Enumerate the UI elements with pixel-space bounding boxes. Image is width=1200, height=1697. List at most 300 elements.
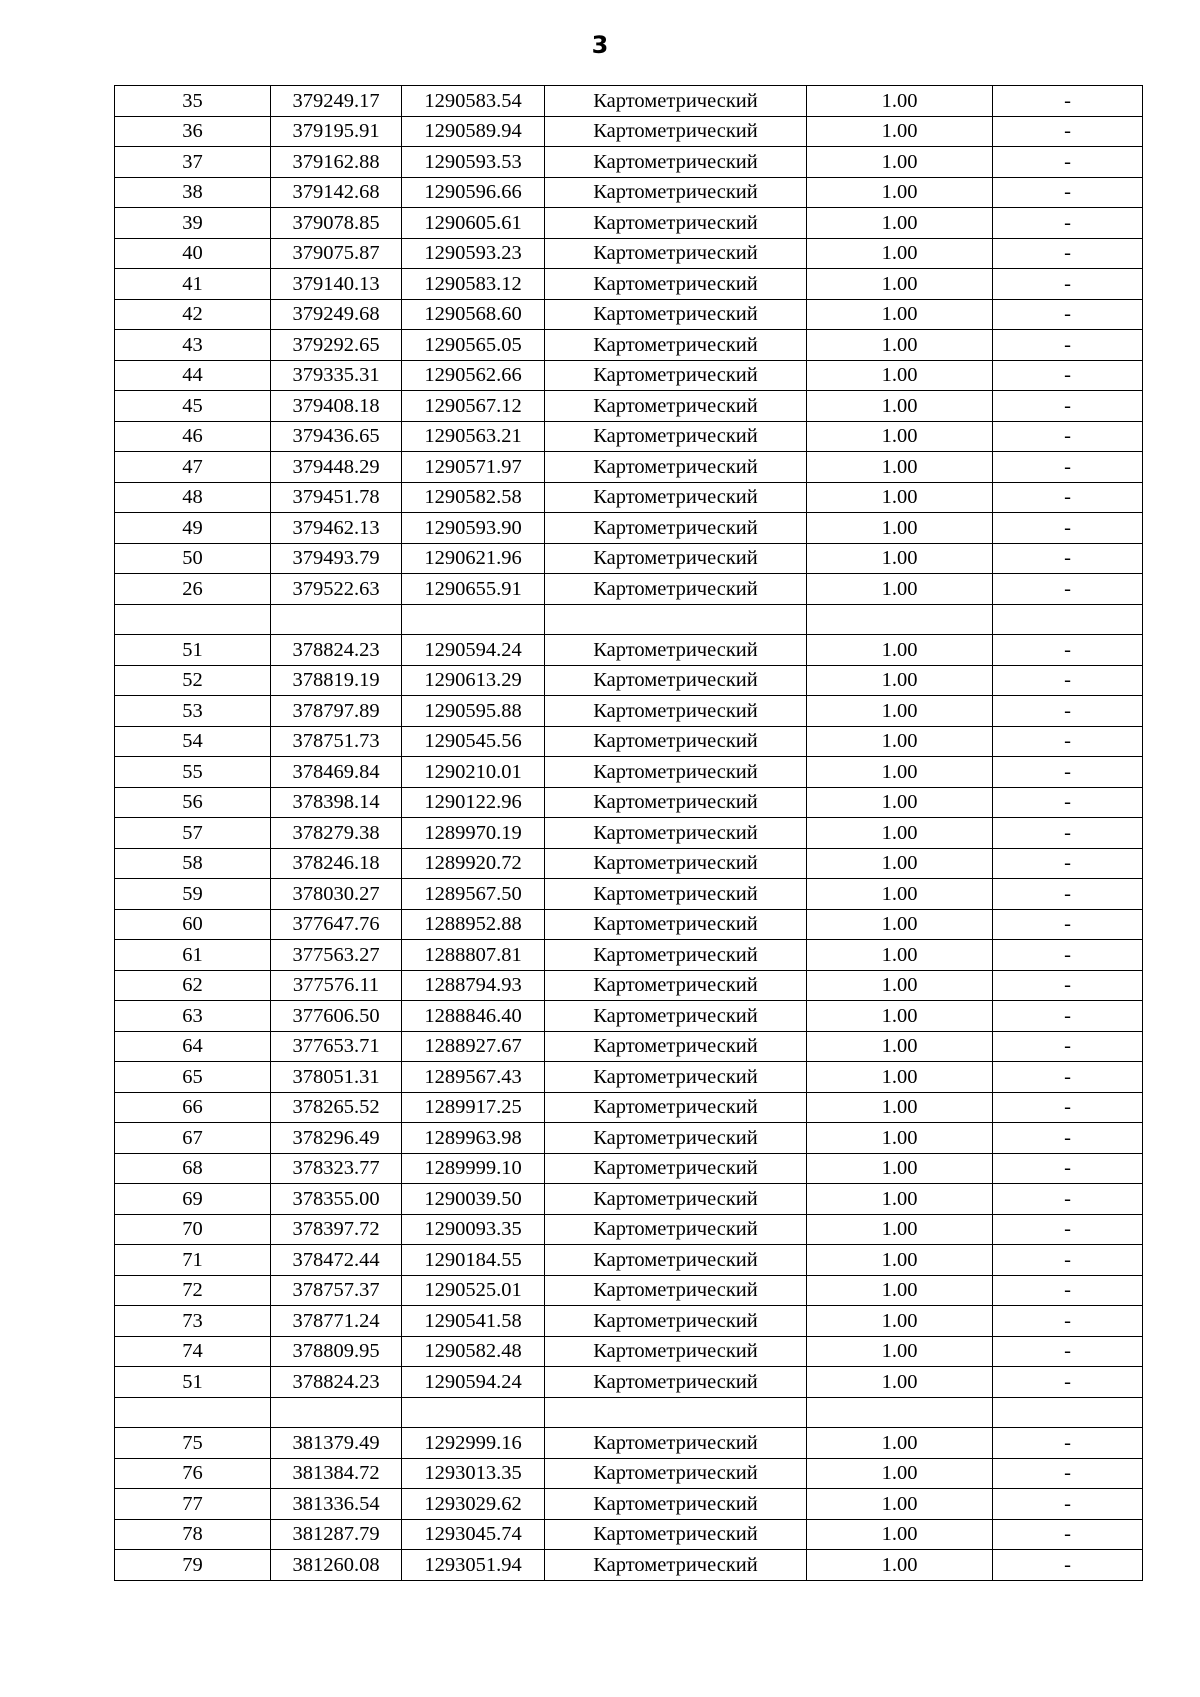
method-cell: Картометрический [545,1062,807,1093]
accuracy-cell: 1.00 [807,1428,993,1459]
y-coordinate-cell: 1289567.50 [402,879,545,910]
note-cell [993,604,1143,635]
method-cell: Картометрический [545,1214,807,1245]
method-cell: Картометрический [545,726,807,757]
note-cell: - [993,1275,1143,1306]
accuracy-cell: 1.00 [807,1153,993,1184]
y-coordinate-cell: 1289567.43 [402,1062,545,1093]
note-cell: - [993,86,1143,117]
point-number-cell: 43 [115,330,271,361]
x-coordinate-cell: 379249.68 [271,299,402,330]
method-cell: Картометрический [545,1001,807,1032]
note-cell: - [993,1184,1143,1215]
method-cell: Картометрический [545,1153,807,1184]
point-number-cell: 52 [115,665,271,696]
note-cell: - [993,208,1143,239]
accuracy-cell: 1.00 [807,818,993,849]
accuracy-cell: 1.00 [807,1519,993,1550]
table-row [115,574,1143,605]
table-row [115,452,1143,483]
page-number: 3 [591,31,609,59]
note-cell: - [993,879,1143,910]
note-cell: - [993,1428,1143,1459]
method-cell: Картометрический [545,1123,807,1154]
note-cell: - [993,1245,1143,1276]
y-coordinate-cell: 1288927.67 [402,1031,545,1062]
x-coordinate-cell: 377653.71 [271,1031,402,1062]
coordinates-table-body [115,86,1143,1581]
x-coordinate-cell: 379195.91 [271,116,402,147]
point-number-cell: 70 [115,1214,271,1245]
table-row [115,1123,1143,1154]
method-cell: Картометрический [545,421,807,452]
x-coordinate-cell: 378296.49 [271,1123,402,1154]
point-number-cell: 53 [115,696,271,727]
y-coordinate-cell: 1288794.93 [402,970,545,1001]
point-number-cell: 41 [115,269,271,300]
x-coordinate-cell: 379462.13 [271,513,402,544]
note-cell [993,1397,1143,1428]
y-coordinate-cell: 1290545.56 [402,726,545,757]
y-coordinate-cell: 1290562.66 [402,360,545,391]
y-coordinate-cell: 1290613.29 [402,665,545,696]
y-coordinate-cell: 1289920.72 [402,848,545,879]
y-coordinate-cell: 1288846.40 [402,1001,545,1032]
y-coordinate-cell: 1293013.35 [402,1458,545,1489]
x-coordinate-cell: 379493.79 [271,543,402,574]
accuracy-cell: 1.00 [807,147,993,178]
accuracy-cell: 1.00 [807,1001,993,1032]
method-cell: Картометрический [545,1031,807,1062]
y-coordinate-cell: 1290567.12 [402,391,545,422]
x-coordinate-cell: 378398.14 [271,787,402,818]
point-number-cell: 58 [115,848,271,879]
table-row [115,696,1143,727]
point-number-cell [115,1397,271,1428]
accuracy-cell: 1.00 [807,1336,993,1367]
x-coordinate-cell: 377606.50 [271,1001,402,1032]
point-number-cell: 76 [115,1458,271,1489]
point-number-cell: 77 [115,1489,271,1520]
method-cell: Картометрический [545,482,807,513]
point-number-cell: 60 [115,909,271,940]
x-coordinate-cell: 379335.31 [271,360,402,391]
note-cell: - [993,726,1143,757]
table-row [115,86,1143,117]
y-coordinate-cell: 1289917.25 [402,1092,545,1123]
table-row [115,1489,1143,1520]
method-cell: Картометрический [545,1367,807,1398]
accuracy-cell: 1.00 [807,1214,993,1245]
point-number-cell: 75 [115,1428,271,1459]
accuracy-cell: 1.00 [807,726,993,757]
y-coordinate-cell [402,604,545,635]
y-coordinate-cell: 1290596.66 [402,177,545,208]
x-coordinate-cell: 381379.49 [271,1428,402,1459]
method-cell: Картометрический [545,1519,807,1550]
accuracy-cell [807,604,993,635]
method-cell: Картометрический [545,818,807,849]
method-cell: Картометрический [545,1306,807,1337]
method-cell: Картометрический [545,543,807,574]
y-coordinate-cell: 1288807.81 [402,940,545,971]
y-coordinate-cell: 1290605.61 [402,208,545,239]
note-cell: - [993,940,1143,971]
method-cell: Картометрический [545,848,807,879]
x-coordinate-cell: 379436.65 [271,421,402,452]
method-cell: Картометрический [545,391,807,422]
point-number-cell: 69 [115,1184,271,1215]
table-row [115,787,1143,818]
table-row [115,665,1143,696]
y-coordinate-cell: 1290541.58 [402,1306,545,1337]
point-number-cell: 57 [115,818,271,849]
accuracy-cell: 1.00 [807,757,993,788]
accuracy-cell: 1.00 [807,330,993,361]
table-row [115,1001,1143,1032]
method-cell: Картометрический [545,269,807,300]
method-cell: Картометрический [545,1245,807,1276]
note-cell: - [993,269,1143,300]
note-cell: - [993,147,1143,178]
method-cell: Картометрический [545,940,807,971]
point-number-cell: 66 [115,1092,271,1123]
point-number-cell: 42 [115,299,271,330]
y-coordinate-cell: 1293029.62 [402,1489,545,1520]
table-row [115,940,1143,971]
note-cell: - [993,787,1143,818]
y-coordinate-cell: 1290568.60 [402,299,545,330]
point-number-cell: 72 [115,1275,271,1306]
y-coordinate-cell: 1290621.96 [402,543,545,574]
y-coordinate-cell: 1288952.88 [402,909,545,940]
method-cell: Картометрический [545,1275,807,1306]
note-cell: - [993,1062,1143,1093]
point-number-cell: 61 [115,940,271,971]
table-row [115,147,1143,178]
accuracy-cell: 1.00 [807,421,993,452]
y-coordinate-cell: 1290582.48 [402,1336,545,1367]
x-coordinate-cell: 378051.31 [271,1062,402,1093]
note-cell: - [993,757,1143,788]
table-row [115,1092,1143,1123]
y-coordinate-cell: 1289970.19 [402,818,545,849]
accuracy-cell [807,1397,993,1428]
point-number-cell: 45 [115,391,271,422]
table-row [115,299,1143,330]
x-coordinate-cell: 379522.63 [271,574,402,605]
y-coordinate-cell: 1292999.16 [402,1428,545,1459]
point-number-cell: 37 [115,147,271,178]
point-number-cell: 49 [115,513,271,544]
note-cell: - [993,635,1143,666]
point-number-cell: 35 [115,86,271,117]
point-number-cell: 44 [115,360,271,391]
point-number-cell: 51 [115,635,271,666]
accuracy-cell: 1.00 [807,177,993,208]
method-cell: Картометрический [545,238,807,269]
note-cell: - [993,1306,1143,1337]
table-row [115,635,1143,666]
table-row [115,1367,1143,1398]
y-coordinate-cell: 1290122.96 [402,787,545,818]
point-number-cell: 39 [115,208,271,239]
x-coordinate-cell: 379078.85 [271,208,402,239]
x-coordinate-cell: 379408.18 [271,391,402,422]
table-row [115,1458,1143,1489]
method-cell: Картометрический [545,360,807,391]
accuracy-cell: 1.00 [807,513,993,544]
y-coordinate-cell: 1290565.05 [402,330,545,361]
note-cell: - [993,1550,1143,1581]
note-cell: - [993,1123,1143,1154]
method-cell: Картометрический [545,1458,807,1489]
accuracy-cell: 1.00 [807,1184,993,1215]
point-number-cell: 56 [115,787,271,818]
method-cell: Картометрический [545,696,807,727]
note-cell: - [993,1367,1143,1398]
note-cell: - [993,1031,1143,1062]
method-cell [545,604,807,635]
table-row [115,757,1143,788]
x-coordinate-cell: 381287.79 [271,1519,402,1550]
table-row [115,1184,1143,1215]
table-row [115,1550,1143,1581]
note-cell: - [993,543,1143,574]
note-cell: - [993,1489,1143,1520]
accuracy-cell: 1.00 [807,360,993,391]
x-coordinate-cell: 378246.18 [271,848,402,879]
table-row [115,360,1143,391]
accuracy-cell: 1.00 [807,696,993,727]
method-cell: Картометрический [545,757,807,788]
table-row [115,726,1143,757]
point-number-cell: 78 [115,1519,271,1550]
method-cell: Картометрический [545,177,807,208]
point-number-cell: 38 [115,177,271,208]
table-row [115,1245,1143,1276]
table-row [115,513,1143,544]
method-cell: Картометрический [545,879,807,910]
method-cell: Картометрический [545,116,807,147]
method-cell: Картометрический [545,513,807,544]
table-row [115,421,1143,452]
x-coordinate-cell: 378771.24 [271,1306,402,1337]
table-row [115,543,1143,574]
note-cell: - [993,177,1143,208]
accuracy-cell: 1.00 [807,238,993,269]
point-number-cell: 67 [115,1123,271,1154]
y-coordinate-cell: 1290595.88 [402,696,545,727]
x-coordinate-cell: 378757.37 [271,1275,402,1306]
y-coordinate-cell [402,1397,545,1428]
table-row [115,177,1143,208]
y-coordinate-cell: 1290210.01 [402,757,545,788]
method-cell: Картометрический [545,208,807,239]
accuracy-cell: 1.00 [807,269,993,300]
method-cell: Картометрический [545,147,807,178]
note-cell: - [993,1214,1143,1245]
x-coordinate-cell: 379249.17 [271,86,402,117]
x-coordinate-cell: 377563.27 [271,940,402,971]
accuracy-cell: 1.00 [807,879,993,910]
x-coordinate-cell: 378797.89 [271,696,402,727]
table-row [115,208,1143,239]
table-row [115,330,1143,361]
point-number-cell: 68 [115,1153,271,1184]
note-cell: - [993,574,1143,605]
method-cell: Картометрический [545,635,807,666]
note-cell: - [993,513,1143,544]
x-coordinate-cell: 378030.27 [271,879,402,910]
y-coordinate-cell: 1290582.58 [402,482,545,513]
table-row [115,1428,1143,1459]
x-coordinate-cell: 378265.52 [271,1092,402,1123]
point-number-cell: 26 [115,574,271,605]
note-cell: - [993,970,1143,1001]
method-cell: Картометрический [545,1092,807,1123]
point-number-cell: 54 [115,726,271,757]
point-number-cell: 59 [115,879,271,910]
table-row [115,604,1143,635]
x-coordinate-cell: 378751.73 [271,726,402,757]
y-coordinate-cell: 1290039.50 [402,1184,545,1215]
point-number-cell: 63 [115,1001,271,1032]
point-number-cell: 73 [115,1306,271,1337]
table-row [115,1519,1143,1550]
y-coordinate-cell: 1290593.90 [402,513,545,544]
accuracy-cell: 1.00 [807,1275,993,1306]
y-coordinate-cell: 1290583.54 [402,86,545,117]
x-coordinate-cell: 378323.77 [271,1153,402,1184]
point-number-cell: 36 [115,116,271,147]
point-number-cell: 46 [115,421,271,452]
y-coordinate-cell: 1290093.35 [402,1214,545,1245]
table-row [115,1062,1143,1093]
note-cell: - [993,391,1143,422]
method-cell: Картометрический [545,1550,807,1581]
y-coordinate-cell: 1290525.01 [402,1275,545,1306]
note-cell: - [993,696,1143,727]
point-number-cell: 64 [115,1031,271,1062]
x-coordinate-cell: 378824.23 [271,635,402,666]
table-row [115,1336,1143,1367]
y-coordinate-cell: 1290593.23 [402,238,545,269]
table-row [115,1153,1143,1184]
table-row [115,391,1143,422]
x-coordinate-cell: 378472.44 [271,1245,402,1276]
table-row [115,1275,1143,1306]
table-row [115,269,1143,300]
y-coordinate-cell: 1293045.74 [402,1519,545,1550]
table-row [115,970,1143,1001]
accuracy-cell: 1.00 [807,848,993,879]
method-cell: Картометрический [545,330,807,361]
note-cell: - [993,1336,1143,1367]
note-cell: - [993,360,1143,391]
y-coordinate-cell: 1290583.12 [402,269,545,300]
x-coordinate-cell: 381260.08 [271,1550,402,1581]
point-number-cell: 65 [115,1062,271,1093]
y-coordinate-cell: 1290571.97 [402,452,545,483]
x-coordinate-cell: 378809.95 [271,1336,402,1367]
y-coordinate-cell: 1289963.98 [402,1123,545,1154]
x-coordinate-cell: 378819.19 [271,665,402,696]
point-number-cell: 48 [115,482,271,513]
table-row [115,909,1143,940]
x-coordinate-cell: 379448.29 [271,452,402,483]
x-coordinate-cell: 378279.38 [271,818,402,849]
accuracy-cell: 1.00 [807,299,993,330]
table-row [115,238,1143,269]
table-row [115,116,1143,147]
note-cell: - [993,1458,1143,1489]
table-row [115,1397,1143,1428]
y-coordinate-cell: 1290594.24 [402,1367,545,1398]
table-row [115,879,1143,910]
point-number-cell: 55 [115,757,271,788]
x-coordinate-cell: 381384.72 [271,1458,402,1489]
accuracy-cell: 1.00 [807,1092,993,1123]
method-cell: Картометрический [545,299,807,330]
point-number-cell: 79 [115,1550,271,1581]
y-coordinate-cell: 1290593.53 [402,147,545,178]
x-coordinate-cell: 378355.00 [271,1184,402,1215]
accuracy-cell: 1.00 [807,391,993,422]
point-number-cell: 71 [115,1245,271,1276]
accuracy-cell: 1.00 [807,1123,993,1154]
accuracy-cell: 1.00 [807,574,993,605]
point-number-cell: 47 [115,452,271,483]
method-cell: Картометрический [545,86,807,117]
x-coordinate-cell: 379451.78 [271,482,402,513]
table-row [115,818,1143,849]
note-cell: - [993,665,1143,696]
note-cell: - [993,1519,1143,1550]
method-cell: Картометрический [545,1428,807,1459]
x-coordinate-cell [271,604,402,635]
accuracy-cell: 1.00 [807,665,993,696]
note-cell: - [993,116,1143,147]
accuracy-cell: 1.00 [807,1245,993,1276]
accuracy-cell: 1.00 [807,1550,993,1581]
point-number-cell: 50 [115,543,271,574]
table-row [115,482,1143,513]
point-number-cell: 40 [115,238,271,269]
y-coordinate-cell: 1290594.24 [402,635,545,666]
x-coordinate-cell: 379292.65 [271,330,402,361]
method-cell: Картометрический [545,909,807,940]
accuracy-cell: 1.00 [807,1367,993,1398]
accuracy-cell: 1.00 [807,208,993,239]
x-coordinate-cell: 378469.84 [271,757,402,788]
point-number-cell: 62 [115,970,271,1001]
accuracy-cell: 1.00 [807,1062,993,1093]
note-cell: - [993,848,1143,879]
accuracy-cell: 1.00 [807,1458,993,1489]
accuracy-cell: 1.00 [807,482,993,513]
note-cell: - [993,818,1143,849]
x-coordinate-cell: 378824.23 [271,1367,402,1398]
point-number-cell: 74 [115,1336,271,1367]
accuracy-cell: 1.00 [807,909,993,940]
note-cell: - [993,909,1143,940]
x-coordinate-cell: 379075.87 [271,238,402,269]
note-cell: - [993,238,1143,269]
method-cell: Картометрический [545,787,807,818]
x-coordinate-cell: 379142.68 [271,177,402,208]
accuracy-cell: 1.00 [807,116,993,147]
